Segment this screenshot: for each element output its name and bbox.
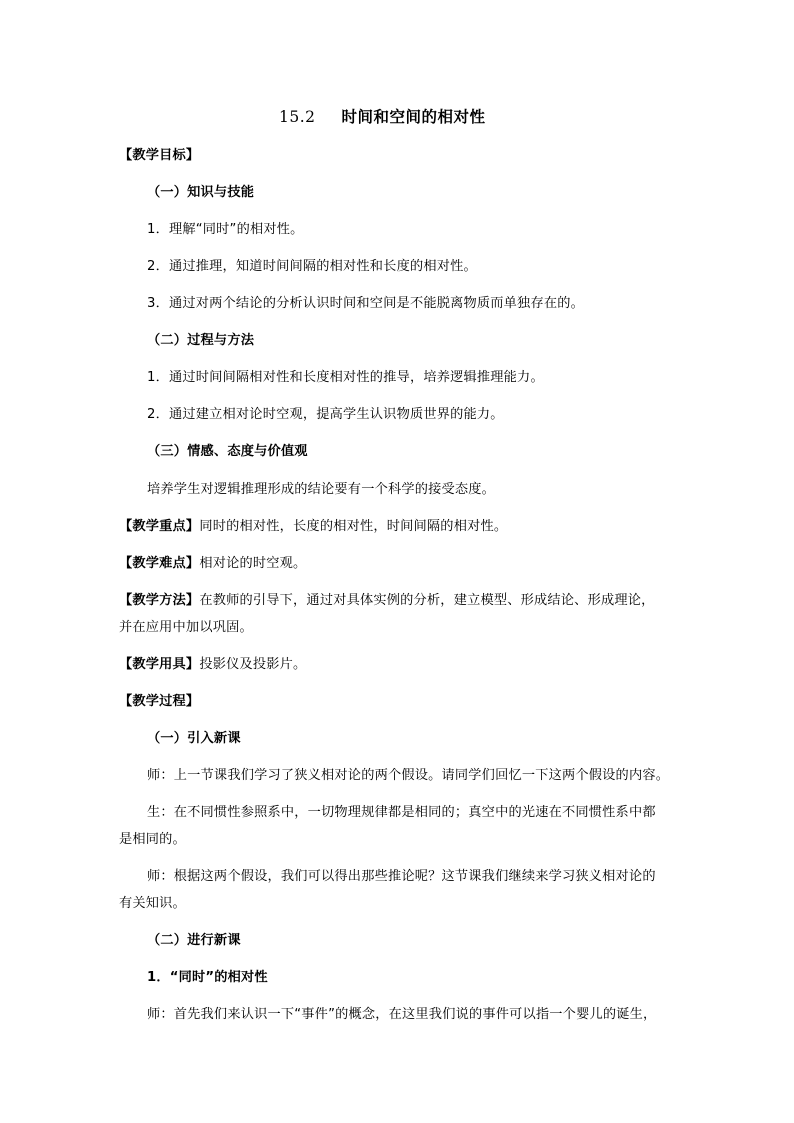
new-lesson-paragraph-1: 师：首先我们来认识一下“事件”的概念，在这里我们说的事件可以指一个婴儿的诞生， <box>147 1007 657 1022</box>
teaching-focus-label: 【教学重点】 <box>119 519 200 534</box>
process-item-1: 1．通过时间间隔相对性和长度相对性的推导，培养逻辑推理能力。 <box>147 370 544 385</box>
knowledge-item-2: 2．通过推理，知道时间间隔的相对性和长度的相对性。 <box>147 259 477 274</box>
section-emotion-values-title: （三）情感、态度与价值观 <box>147 444 308 459</box>
section-intro-title: （一）引入新课 <box>147 731 241 746</box>
teaching-tools <box>119 655 306 675</box>
subsection-simultaneity-title: 1．“同时”的相对性 <box>147 970 268 985</box>
section-new-lesson-title: （二）进行新课 <box>147 933 241 948</box>
emotion-values-text: 培养学生对逻辑推理形成的结论要有一个科学的接受态度。 <box>147 482 496 497</box>
process-item-2: 2．通过建立相对论时空观，提高学生认识物质世界的能力。 <box>147 407 504 422</box>
teaching-method-text-line2: 并在应用中加以巩固。 <box>119 620 253 635</box>
document-title <box>279 107 486 127</box>
heading-teaching-goals: 【教学目标】 <box>119 148 200 163</box>
teaching-difficulty <box>119 554 306 574</box>
teaching-focus <box>119 517 507 537</box>
intro-paragraph-3-line1: 师：根据这两个假设，我们可以得出那些推论呢？这节课我们继续来学习狭义相对论的 <box>147 869 656 884</box>
teaching-tools-text: 投影仪及投影片。 <box>199 657 307 672</box>
teaching-method-text-line1: 在教师的引导下，通过对具体实例的分析，建立模型、形成结论、形成理论， <box>199 593 655 608</box>
teaching-difficulty-label: 【教学难点】 <box>119 556 200 571</box>
teaching-focus-text: 同时的相对性，长度的相对性，时间间隔的相对性。 <box>199 519 508 534</box>
intro-paragraph-1: 师：上一节课我们学习了狭义相对论的两个假设。请同学们回忆一下这两个假设的内容。 <box>147 768 670 783</box>
intro-paragraph-3-line2: 有关知识。 <box>119 896 186 911</box>
teaching-method-label: 【教学方法】 <box>119 593 200 608</box>
section-knowledge-skills-title: （一）知识与技能 <box>147 185 255 200</box>
intro-paragraph-2-line2: 是相同的。 <box>119 832 186 847</box>
title-text: 时间和空间的相对性 <box>341 108 486 126</box>
teaching-difficulty-text: 相对论的时空观。 <box>199 556 307 571</box>
knowledge-item-3: 3．通过对两个结论的分析认识时间和空间是不能脱离物质而单独存在的。 <box>147 296 584 311</box>
teaching-tools-label: 【教学用具】 <box>119 657 200 672</box>
title-number: 15.2 <box>279 108 316 126</box>
section-process-methods-title: （二）过程与方法 <box>147 333 255 348</box>
teaching-method <box>119 591 655 611</box>
intro-paragraph-2-line1: 生：在不同惯性参照系中，一切物理规律都是相同的；真空中的光速在不同惯性系中都 <box>147 805 656 820</box>
knowledge-item-1: 1．理解“同时”的相对性。 <box>147 222 304 237</box>
heading-teaching-process: 【教学过程】 <box>119 694 200 709</box>
